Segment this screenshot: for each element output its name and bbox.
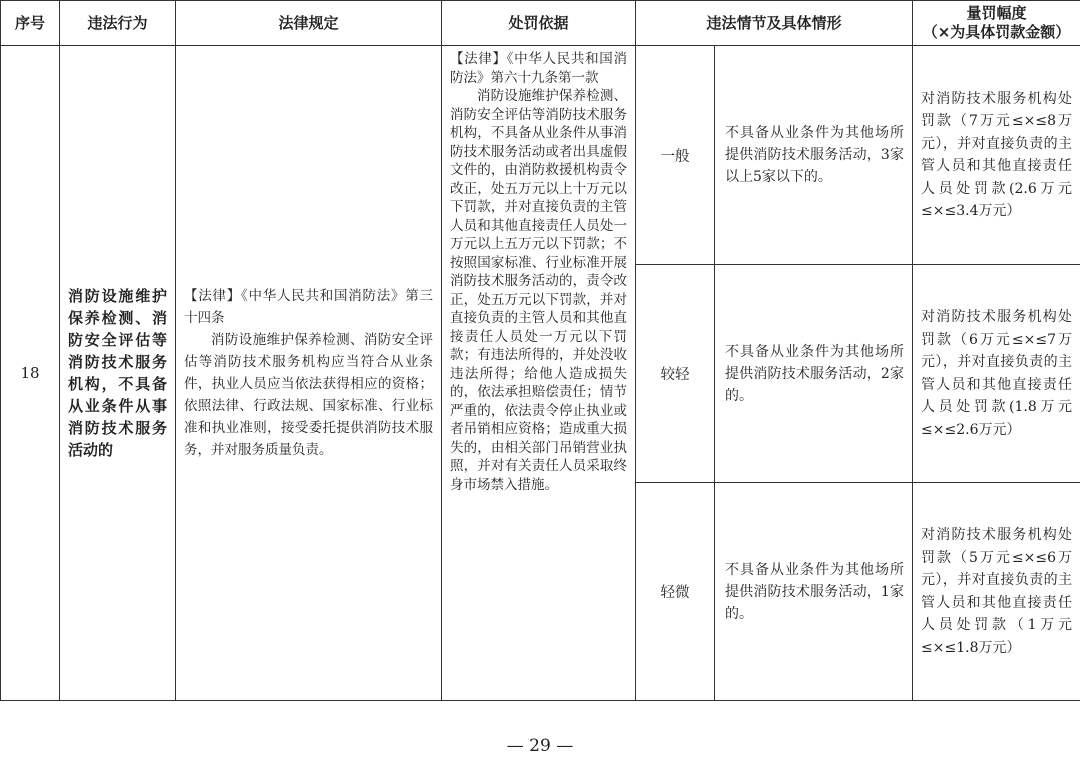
law-title: 【法律】《中华人民共和国消防法》第三十四条 bbox=[184, 288, 433, 326]
penalty-basis bbox=[442, 46, 636, 701]
tier-situation-minor: 不具备从业条件为其他场所提供消防技术服务活动，1家的。 bbox=[715, 483, 913, 701]
basis-title: 【法律】《中华人民共和国消防法》第六十九条第一款 bbox=[450, 51, 627, 86]
page-number: — 29 — bbox=[506, 736, 574, 756]
tier-level-minor: 轻微 bbox=[636, 483, 715, 701]
header-act: 违法行为 bbox=[60, 1, 176, 46]
tier-fine-lighter: 对消防技术服务机构处罚款（6万元≤×≤7万元），并对直接负责的主管人员和其他直接责任人员处罚款(1.8万元≤×≤2.6万元） bbox=[913, 265, 1080, 483]
basis-text: 消防设施维护保养检测、消防安全评估等消防技术服务机构，不具备从业条件从事消防技术服务活动或者出具虚假文件的，由消防救援机构责令改正，处五万元以上十万元以下罚款，并对直接负责的主管人员和其他直接责任人员处一万元以上五万元以下罚款；不按照国家标准、行业标准开展消防技术服务活动的，责令改正，处五万元以下罚款，并对直接负责的主管人员和其他直接责任人员处一万元以下罚款；有违法所得的，并处没收违法所得；给他人造成损失的，依法承担赔偿责任；情节严重的，依法责令停止执业或者吊销相应资格；造成重大损失的，由相关部门吊销营业执照，并对有关责任人员采取终身市场禁入措施。 bbox=[450, 88, 627, 493]
tier-level-general: 一般 bbox=[636, 46, 715, 265]
table-row bbox=[1, 46, 1080, 265]
header-basis: 处罚依据 bbox=[442, 1, 636, 46]
header-row bbox=[1, 1, 1080, 46]
header-range-note: （×为具体罚款金额） bbox=[922, 23, 1071, 41]
tier-situation-general: 不具备从业条件为其他场所提供消防技术服务活动，3家以上5家以下的。 bbox=[715, 46, 913, 265]
law-text: 消防设施维护保养检测、消防安全评估等消防技术服务机构应当符合从业条件，执业人员应当依法获得相应的资格；依照法律、行政法规、国家标准、行业标准和执业准则，接受委托提供消防技术服务，并对服务质量负责。 bbox=[184, 332, 433, 458]
legal-provision bbox=[176, 46, 442, 701]
violation-act: 消防设施维护保养检测、消防安全评估等消防技术服务机构，不具备从业条件从事消防技术服务活动的 bbox=[60, 46, 176, 701]
tier-fine-minor: 对消防技术服务机构处罚款（5万元≤×≤6万元），并对直接负责的主管人员和其他直接责任人员处罚款（1万元≤×≤1.8万元） bbox=[913, 483, 1080, 701]
tier-level-lighter: 较轻 bbox=[636, 265, 715, 483]
header-range-title: 量罚幅度 bbox=[966, 4, 1027, 22]
header-no: 序号 bbox=[1, 1, 60, 46]
header-law: 法律规定 bbox=[176, 1, 442, 46]
row-number: 18 bbox=[1, 46, 60, 701]
tier-situation-lighter: 不具备从业条件为其他场所提供消防技术服务活动，2家的。 bbox=[715, 265, 913, 483]
header-range bbox=[913, 1, 1080, 46]
tier-fine-general: 对消防技术服务机构处罚款（7万元≤×≤8万元），并对直接负责的主管人员和其他直接责任人员处罚款(2.6万元≤×≤3.4万元） bbox=[913, 46, 1080, 265]
header-situation: 违法情节及具体情形 bbox=[636, 1, 913, 46]
